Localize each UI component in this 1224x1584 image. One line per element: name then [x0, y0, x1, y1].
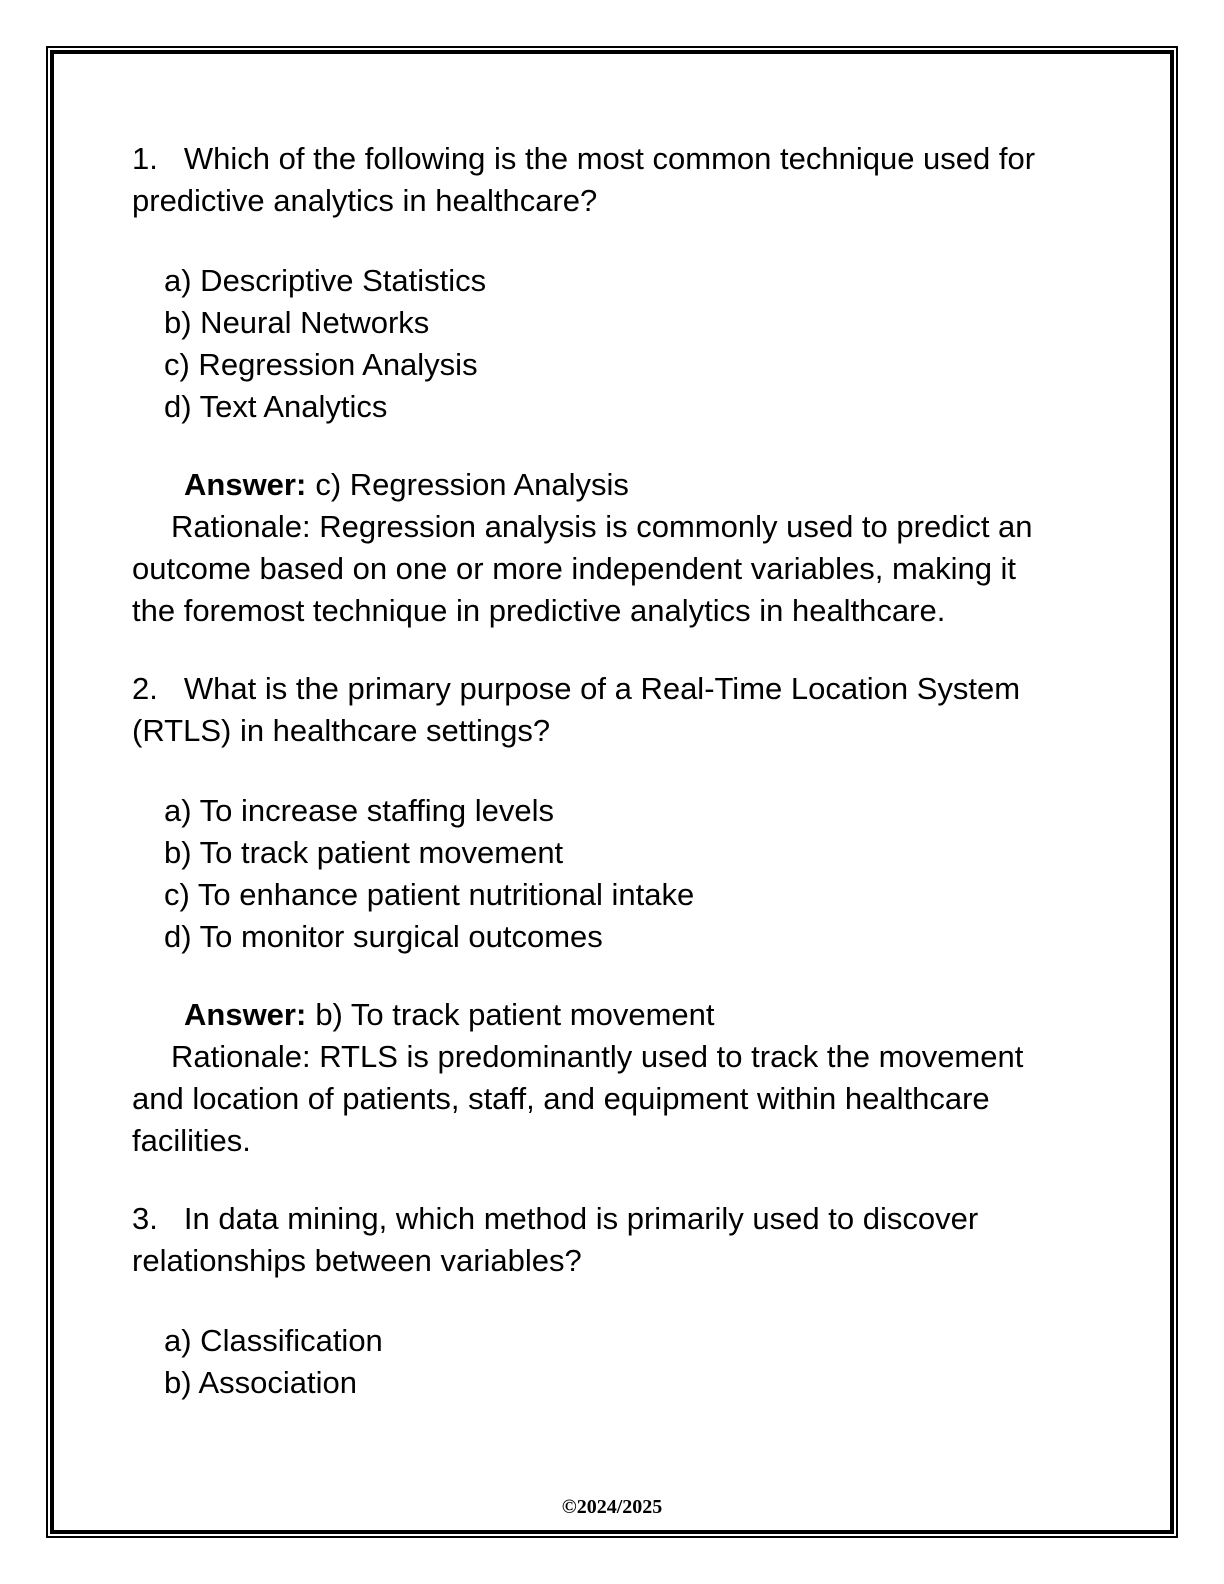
- option-item: c) Regression Analysis: [164, 347, 478, 382]
- question-3-options: [132, 1320, 1042, 1404]
- page-border-outer: [46, 46, 1178, 1538]
- option-item: d) Text Analytics: [164, 389, 388, 424]
- question-2-rationale: Rationale: RTLS is predominantly used to track the movement and location of patients, staff, and equipment within healthcare facilities.: [132, 1039, 1024, 1158]
- question-2-number: 2.: [132, 671, 158, 706]
- page-content: [54, 54, 1042, 1404]
- page-border-inner: [50, 50, 1174, 1534]
- question-2-text: What is the primary purpose of a Real-Time Location System (RTLS) in healthcare settings?: [132, 671, 1021, 748]
- question-1-rationale: Rationale: Regression analysis is commonly used to predict an outcome based on one or more independent variables, making it the foremost technique in predictive analytics in healthcare.: [132, 509, 1033, 628]
- question-2-options: [132, 790, 1042, 958]
- option-item: b) Neural Networks: [164, 305, 430, 340]
- answer-label: Answer:: [184, 467, 307, 502]
- option-item: a) To increase staffing levels: [164, 793, 555, 828]
- option-item: d) To monitor surgical outcomes: [164, 919, 603, 954]
- answer-text: c) Regression Analysis: [315, 467, 629, 502]
- page-footer: ©2024/2025: [561, 1496, 663, 1518]
- question-3-text: In data mining, which method is primarily used to discover relationships between variables?: [132, 1201, 979, 1278]
- option-item: b) Association: [164, 1365, 357, 1400]
- answer-label: Answer:: [184, 997, 307, 1032]
- question-2-answer: [132, 994, 1042, 1036]
- question-1-text: Which of the following is the most common technique used for predictive analytics in healthcare?: [132, 141, 1036, 218]
- question-1: [132, 138, 1042, 222]
- question-1-number: 1.: [132, 141, 158, 176]
- question-1-answer: [132, 464, 1042, 506]
- option-item: a) Descriptive Statistics: [164, 263, 487, 298]
- question-1-options: [132, 260, 1042, 428]
- option-item: c) To enhance patient nutritional intake: [164, 877, 695, 912]
- question-3: [132, 1198, 1042, 1282]
- option-item: a) Classification: [164, 1323, 383, 1358]
- option-item: b) To track patient movement: [164, 835, 564, 870]
- answer-text: b) To track patient movement: [315, 997, 715, 1032]
- question-3-number: 3.: [132, 1201, 158, 1236]
- question-2: [132, 668, 1042, 752]
